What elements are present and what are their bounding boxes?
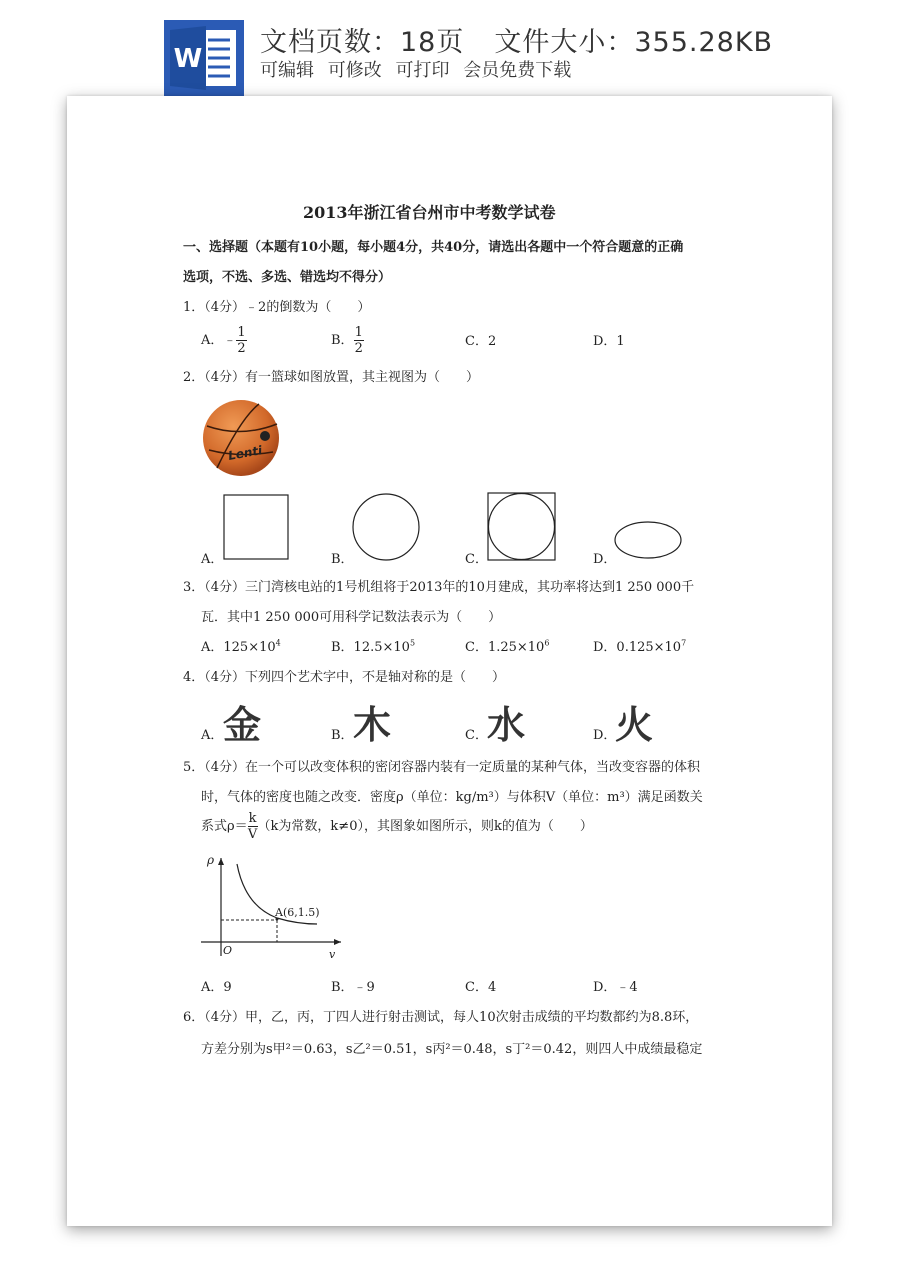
q1-a-label: A．﹣ [201, 333, 237, 348]
q3-c-exponent: 6 [544, 638, 550, 648]
q1-option-d: D．1 [593, 334, 625, 349]
svg-text:W: W [173, 44, 203, 74]
q2-option-c: C． [465, 552, 488, 567]
question-5-line1: 5．（4分）在一个可以改变体积的密闭容器内装有一定质量的某种气体，当改变容器的体积 [183, 760, 701, 775]
q4-art-char-shui: 水 [487, 703, 524, 747]
q5-formula-denominator: V [247, 827, 258, 842]
q4-option-b: B． [331, 728, 354, 743]
q5-graph-y-label: ρ [207, 853, 215, 867]
q3-a-base: A．125×10 [201, 640, 276, 655]
file-size: 文件大小：355.28KB [494, 27, 774, 58]
question-5-line3 [201, 812, 593, 841]
question-6-line1: 6．（4分）甲，乙，丙，丁四人进行射击测试，每人10次射击成绩的平均数都约为8.8环， [183, 1010, 699, 1025]
q3-option-c [465, 636, 549, 655]
section-heading-line2: 选项，不选、多选、错选均不得分） [183, 270, 392, 285]
question-1-stem: 1．（4分）﹣2的倒数为（ ） [183, 300, 371, 315]
q5-graph-origin: O [223, 944, 233, 957]
word-doc-icon [164, 20, 244, 96]
svg-text:Lenti: Lenti [227, 443, 264, 463]
feature-modifiable: 可修改 [327, 60, 382, 81]
q3-b-base: B．12.5×10 [331, 640, 410, 655]
q3-b-exponent: 5 [409, 638, 416, 648]
q2-square-shape [223, 494, 291, 562]
q4-art-char-mu: 木 [353, 703, 390, 747]
q2-circle-shape [351, 492, 421, 562]
basketball-image [199, 398, 283, 478]
q4-option-a: A． [201, 728, 224, 743]
document-page [67, 96, 832, 1226]
feature-editable: 可编辑 [260, 60, 314, 81]
q5-option-c: C．4 [465, 980, 497, 995]
q3-d-base: D．0.125×10 [593, 640, 682, 655]
q5-option-a: A．9 [201, 980, 232, 995]
section-heading-line1: 一、选择题（本题有10小题，每小题4分，共40分，请选出各题中一个符合题意的正确 [183, 240, 684, 255]
q1-a-fraction [236, 326, 246, 355]
document-info-header [0, 0, 900, 96]
exam-title: 2013年浙江省台州市中考数学试卷 [303, 203, 556, 222]
q5-formula-prefix: 系式ρ＝ [201, 819, 248, 834]
question-4-stem: 4．（4分）下列四个艺术字中，不是轴对称的是（ ） [183, 670, 506, 685]
q1-b-label: B． [331, 333, 354, 348]
q4-art-char-huo: 火 [615, 703, 652, 747]
file-meta [260, 20, 773, 59]
q3-d-exponent: 7 [681, 638, 687, 648]
q3-c-base: C．1.25×10 [465, 640, 545, 655]
q5-graph-point-label: A(6,1.5) [275, 906, 320, 919]
q4-option-d: D． [593, 728, 617, 743]
q2-circle-in-square-shape [487, 492, 557, 562]
q3-option-a [201, 636, 281, 655]
q1-a-numerator: 1 [237, 325, 246, 340]
q5-option-b: B．﹣9 [331, 980, 375, 995]
q2-option-d: D． [593, 552, 617, 567]
feature-printable: 可打印 [395, 60, 450, 81]
q2-ellipse-shape [613, 520, 683, 560]
q4-art-char-jin: 金 [223, 703, 260, 747]
q3-option-d [593, 636, 686, 655]
q2-option-b: B． [331, 552, 354, 567]
q5-formula-fraction [248, 812, 258, 841]
question-6-line2: 方差分别为s甲²＝0.63，s乙²＝0.51，s丙²＝0.48，s丁²＝0.42，则四人中成绩最稳定 [201, 1042, 703, 1057]
q5-formula-numerator: k [248, 811, 257, 826]
feature-member-download: 会员免费下载 [463, 60, 572, 81]
page-count: 文档页数：18页 [260, 27, 465, 58]
q1-b-fraction [354, 326, 364, 355]
feature-list [260, 56, 579, 82]
q1-b-numerator: 1 [354, 325, 363, 340]
q1-b-denominator: 2 [354, 341, 363, 356]
q5-option-d: D．﹣4 [593, 980, 638, 995]
q5-inverse-graph [197, 850, 347, 962]
q5-formula-suffix: （k为常数，k≠0），其图象如图所示，则k的值为（ ） [257, 819, 593, 834]
question-2-stem: 2．（4分）有一篮球如图放置，其主视图为（ ） [183, 370, 480, 385]
q1-option-a [201, 326, 247, 355]
q1-option-c: C．2 [465, 334, 497, 349]
q3-a-exponent: 4 [275, 638, 281, 648]
q5-graph-x-label: v [329, 948, 336, 961]
q1-option-b [331, 326, 364, 355]
question-3-line2: 瓦．其中1 250 000可用科学记数法表示为（ ） [201, 610, 502, 625]
question-3-line1: 3．（4分）三门湾核电站的1号机组将于2013年的10月建成，其功率将达到1 250 000千 [183, 580, 695, 595]
question-5-line2: 时，气体的密度也随之改变．密度ρ（单位：kg/m³）与体积V（单位：m³）满足函数关 [201, 790, 703, 805]
q2-option-a: A． [201, 552, 224, 567]
q4-option-c: C． [465, 728, 488, 743]
q1-a-denominator: 2 [237, 341, 246, 356]
q3-option-b [331, 636, 415, 655]
